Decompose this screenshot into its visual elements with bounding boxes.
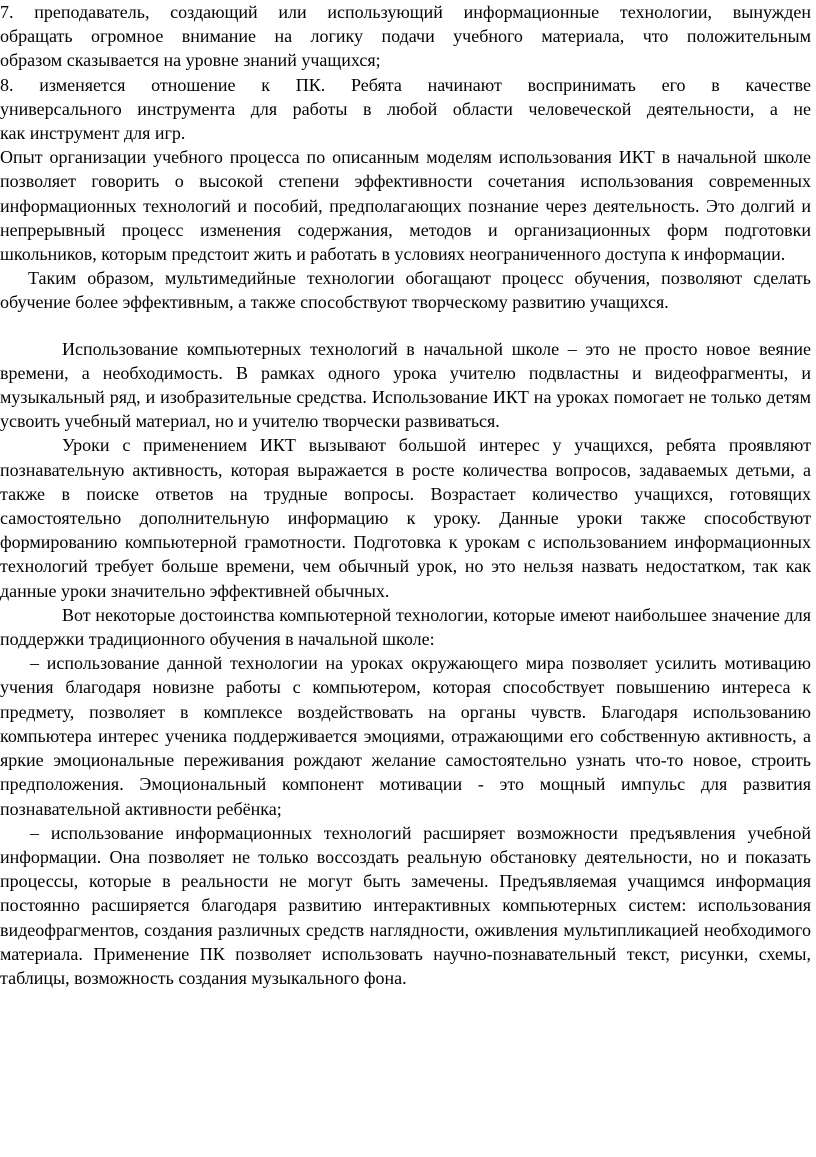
spacer [0,315,811,337]
text-line: универсального инструмента для работы в любой области человеческой деятельности, а не [0,98,811,119]
text-line: обращать огромное внимание на логику подачи учебного материала, что положительным [0,26,811,47]
paragraph-conclusion: Таким образом, мультимедийные технологии обогащают процесс обучения, позволяют сделать обучение более эффективным, а также способствуют творческому развитию учащихся. [0,268,811,313]
list-item-8 [0,73,811,146]
text-line: образом сказывается на уровне знаний учащихся; [0,50,381,71]
text-line: 7. преподаватель, создающий или использующий информационные технологии, вынужден [0,2,811,22]
paragraph-advantage-2: – использование информационных технологий расширяет возможности предъявления учебной информации. Она позволяет не только воссоздать реальную обстановку деятельности, но и показать процессы, которые в реальности не могут быть замечены. Предъявляемая учащимся информация постоянно расширяется благодаря развитию интерактивных компьютерных систем: использования видеофрагментов, создания различных средств наглядности, оживления мультипликацией необходимого материала. Применение ПК позволяет использовать научно-познавательный текст, рисунки, схемы, таблицы, возможность создания музыкального фона. [0,822,811,988]
paragraph-experience: Опыт организации учебного процесса по описанным моделям использования ИКТ в начальной школе позволяет говорить о высокой степени эффективности сочетания использования современных информационных технологий и пособий, предполагающих познание через деятельность. Это долгий и непрерывный процесс изменения содержания, методов и организационных форм подготовки школьников, которым предстоит жить и работать в условиях неограниченного доступа к информации. [0,147,811,265]
text-line: как инструмент для игр. [0,123,186,144]
paragraph-usage: Использование компьютерных технологий в начальной школе – это не просто новое веяние времени, а необходимость. В рамках одного урока учителю подвластны и видеофрагменты, и музыкальный ряд, и изобразительные средства. Использование ИКТ на уроках помогает не только детям усвоить учебный материал, но и учителю творчески развиваться. [0,338,811,432]
text-line: 8. изменяется отношение к ПК. Ребята начинают воспринимать его в качестве [0,74,811,95]
paragraph-advantage-1: – использование данной технологии на уроках окружающего мира позволяет усилить мотивацию учения благодаря новизне работы с компьютером, которая способствует повышению интереса к предмету, позволяет в комплексе воздействовать на органы чувств. Благодаря использованию компьютера интерес ученика поддерживается эмоциями, отражающими его собственную активность, а яркие эмоциональные переживания рождают желание самостоятельно узнать что-то новое, строить предположения. Эмоциональный компонент мотивации - это мощный импульс для развития познавательной активности ребёнка; [0,653,811,819]
list-item-7 [0,0,811,73]
paragraph-lessons: Уроки с применением ИКТ вызывают большой интерес у учащихся, ребята проявляют познавательную активность, которая выражается в росте количества вопросов, задаваемых детьми, а также в поиске ответов на трудные вопросы. Возрастает количество учащихся, готовящих самостоятельно дополнительную информацию к уроку. Данные уроки также способствуют формированию компьютерной грамотности. Подготовка к урокам с использованием информационных технологий требует больше времени, чем обычный урок, но это нельзя назвать недостатком, так как данные уроки значительно эффективней обычных. [0,435,811,601]
paragraph-advantages-intro: Вот некоторые достоинства компьютерной технологии, которые имеют наибольшее значение для поддержки традиционного обучения в начальной школе: [0,604,811,650]
